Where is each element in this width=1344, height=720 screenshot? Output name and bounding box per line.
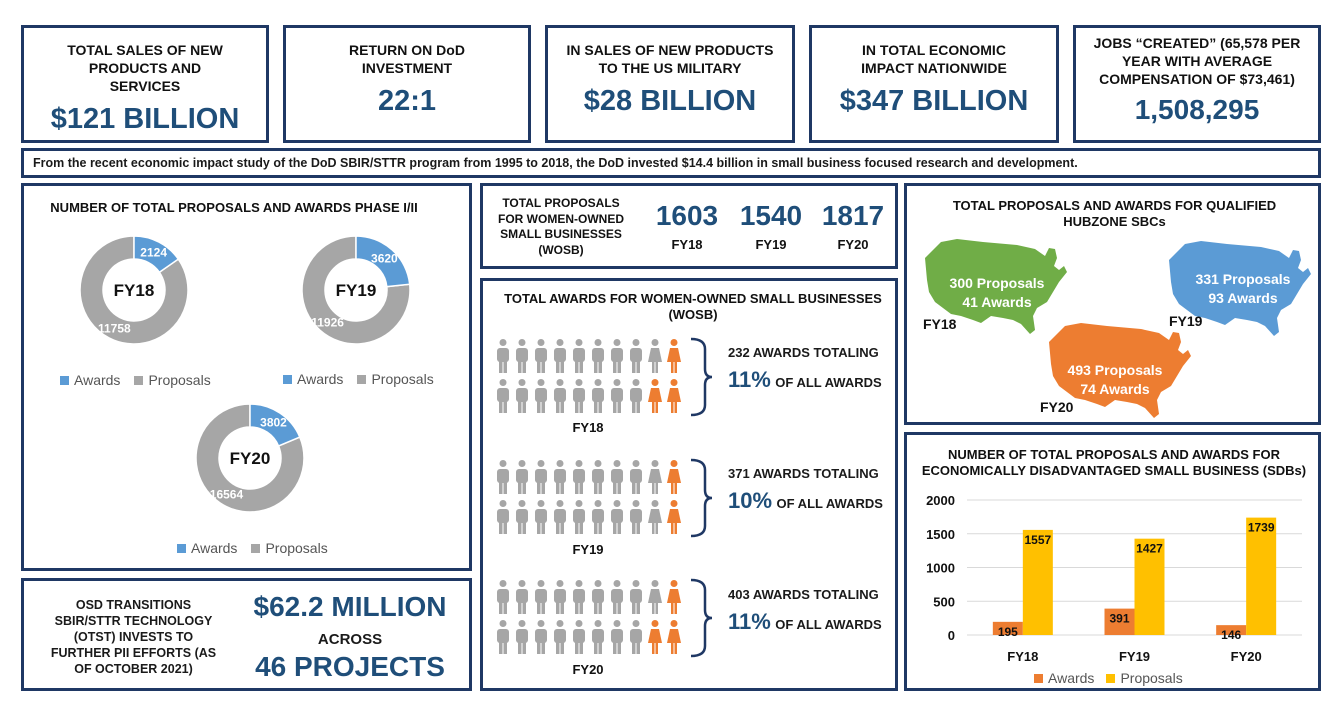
bar-data-label: 195 — [997, 624, 1018, 639]
donut-label-proposals: 11758 — [97, 321, 131, 336]
wosb-awards-title: TOTAL AWARDS FOR WOMEN-OWNED SMALL BUSINESSES (WOSB) — [504, 291, 882, 322]
stat-label: TOTAL SALES OF NEW PRODUCTS AND SERVICES — [67, 42, 223, 94]
stat-box-economic-impact — [809, 25, 1059, 143]
sdb-legend — [1034, 670, 1183, 686]
otst-across: ACROSS — [317, 631, 383, 648]
y-tick-label: 1500 — [926, 526, 955, 542]
person-icon — [611, 460, 623, 494]
person-icon — [573, 339, 585, 373]
woman-icon — [667, 339, 681, 373]
woman-icon — [667, 460, 681, 494]
person-icon — [554, 620, 566, 654]
stat-label: IN TOTAL ECONOMIC IMPACT NATIONWIDE — [861, 42, 1007, 76]
person-icon — [592, 580, 604, 614]
stat-value: $347 BILLION — [839, 85, 1029, 117]
hubzone-title: TOTAL PROPOSALS AND AWARDS FOR QUALIFIED HUBZONE SBCs — [952, 198, 1277, 229]
person-icon — [535, 339, 547, 373]
person-icon — [535, 460, 547, 494]
woman-icon — [648, 460, 662, 494]
proposals-swatch — [251, 544, 260, 553]
wosb-awards-line: 371 AWARDS TOTALING — [728, 466, 879, 481]
person-icon — [497, 620, 509, 654]
person-icon — [592, 620, 604, 654]
awards-swatch — [60, 376, 69, 385]
y-tick-label: 2000 — [926, 493, 955, 508]
awards-swatch — [1034, 674, 1043, 683]
wosb-awards-pct-row — [728, 367, 882, 393]
person-icon — [535, 500, 547, 534]
woman-icon — [648, 580, 662, 614]
hubzone-year: FY20 — [1040, 399, 1074, 415]
proposals-swatch — [1106, 674, 1115, 683]
wosb-awards-panel — [480, 278, 898, 691]
legend-awards: Awards — [297, 371, 344, 387]
person-icon — [630, 500, 642, 534]
legend-awards: Awards — [191, 540, 238, 556]
wosb-awards-line: 232 AWARDS TOTALING — [728, 345, 879, 360]
person-icon — [497, 339, 509, 373]
stat-value: $121 BILLION — [50, 103, 240, 135]
bar-data-label: 146 — [1221, 628, 1242, 643]
donut-legend-fy18 — [60, 372, 211, 388]
person-icon — [516, 580, 528, 614]
person-icon — [554, 500, 566, 534]
person-icon — [573, 460, 585, 494]
study-banner — [21, 148, 1321, 178]
otst-label: OSD TRANSITIONS SBIR/STTR TECHNOLOGY (OTST) INVESTS TO FURTHER PII EFFORTS (AS OF OCTOBER 2021) — [50, 598, 217, 676]
hubzone-awards: 93 Awards — [1208, 290, 1278, 306]
wosb-proposals-panel — [480, 183, 898, 269]
wosb-value-fy19: 1540 — [739, 200, 803, 231]
stat-box-military-sales — [545, 25, 795, 143]
wosb-year-fy20: FY20 — [837, 237, 869, 252]
wosb-year-fy18: FY18 — [671, 237, 703, 252]
person-icon — [516, 460, 528, 494]
wosb-awards-pct-row — [728, 609, 882, 635]
person-icon — [630, 379, 642, 413]
person-icon — [554, 460, 566, 494]
woman-icon — [648, 339, 662, 373]
person-icon — [611, 580, 623, 614]
woman-icon — [648, 620, 662, 654]
person-icon — [630, 339, 642, 373]
proposals-awards-donut-panel — [21, 183, 472, 571]
person-icon — [497, 460, 509, 494]
x-tick-label: FY18 — [1007, 649, 1039, 664]
person-icon — [630, 460, 642, 494]
y-tick-label: 0 — [947, 628, 955, 643]
person-icon — [573, 620, 585, 654]
brace — [691, 339, 712, 415]
hubzone-proposals: 331 Proposals — [1195, 271, 1291, 287]
person-icon — [497, 500, 509, 534]
hubzone-panel — [904, 183, 1321, 425]
stat-label: RETURN ON DoD INVESTMENT — [349, 42, 465, 76]
awards-swatch — [283, 375, 292, 384]
wosb-value-fy20: 1817 — [821, 200, 885, 231]
y-tick-label: 500 — [933, 594, 955, 610]
person-icon — [592, 460, 604, 494]
wosb-awards-suffix: OF ALL AWARDS — [775, 617, 882, 632]
person-icon — [554, 379, 566, 413]
person-icon — [516, 500, 528, 534]
person-icon — [535, 620, 547, 654]
wosb-awards-suffix: OF ALL AWARDS — [775, 375, 882, 390]
hubzone-awards: 41 Awards — [962, 294, 1032, 310]
banner-text: From the recent economic impact study of the DoD SBIR/STTR program from 1995 to 2018, the DoD invested $14.4 billion in small business focused research and development. — [33, 156, 1078, 170]
bar-data-label: 1739 — [1247, 520, 1275, 535]
otst-amount: $62.2 MILLION — [253, 591, 447, 622]
legend-proposals: Proposals — [148, 372, 211, 388]
donut-center-label: FY20 — [229, 449, 271, 468]
woman-icon — [667, 580, 681, 614]
panel-title: NUMBER OF TOTAL PROPOSALS AND AWARDS PHASE I/II — [50, 200, 418, 215]
legend-proposals: Proposals — [371, 371, 434, 387]
wosb-awards-line: 403 AWARDS TOTALING — [728, 587, 879, 602]
hubzone-year: FY19 — [1169, 313, 1203, 329]
person-icon — [592, 379, 604, 413]
person-icon — [573, 379, 585, 413]
person-icon — [516, 339, 528, 373]
donut-label-proposals: 11926 — [311, 315, 344, 330]
hubzone-awards: 74 Awards — [1080, 381, 1150, 397]
wosb-awards-pct-row — [728, 488, 883, 514]
woman-icon — [648, 500, 662, 534]
person-icon — [592, 339, 604, 373]
donut-label-proposals: 16564 — [209, 487, 244, 502]
wosb-awards-suffix: OF ALL AWARDS — [776, 496, 883, 511]
proposals-swatch — [357, 375, 366, 384]
bar-data-label: 1557 — [1024, 532, 1052, 547]
otst-projects: 46 PROJECTS — [255, 651, 445, 682]
bar-data-label: 391 — [1109, 611, 1130, 626]
stat-value: $28 BILLION — [583, 85, 757, 117]
stat-box-roi — [283, 25, 531, 143]
stat-box-jobs — [1073, 25, 1321, 143]
person-icon — [611, 620, 623, 654]
person-icon — [611, 339, 623, 373]
person-icon — [535, 379, 547, 413]
y-tick-label: 1000 — [926, 560, 955, 576]
legend-awards: Awards — [1048, 670, 1095, 686]
woman-icon — [667, 620, 681, 654]
wosb-awards-year: FY19 — [572, 542, 604, 557]
stat-value: 1,508,295 — [1134, 94, 1260, 125]
sdb-bar-chart — [907, 435, 1318, 688]
bar-proposals — [1246, 518, 1276, 635]
person-icon — [573, 580, 585, 614]
person-icon — [630, 620, 642, 654]
person-icon — [516, 620, 528, 654]
donut-label-awards: 2124 — [140, 245, 168, 260]
wosb-awards-pct: 11% — [728, 367, 771, 392]
person-icon — [497, 379, 509, 413]
hubzone-year: FY18 — [923, 316, 957, 332]
person-icon — [516, 379, 528, 413]
donut-label-awards: 3620 — [371, 251, 398, 266]
wosb-proposals-title: TOTAL PROPOSALS FOR WOMEN-OWNED SMALL BUSINESSES (WOSB) — [498, 196, 624, 257]
legend-proposals: Proposals — [1120, 670, 1183, 686]
person-icon — [592, 500, 604, 534]
brace — [691, 580, 712, 656]
stat-value: 22:1 — [377, 85, 437, 117]
wosb-awards-pct: 10% — [728, 488, 773, 513]
person-icon — [554, 580, 566, 614]
woman-icon — [667, 500, 681, 534]
sdb-title: NUMBER OF TOTAL PROPOSALS AND AWARDS FOR ECONOMICALLY DISADVANTAGED SMALL BUSINESS (SDBs) — [921, 447, 1307, 478]
wosb-awards-year: FY18 — [572, 420, 604, 435]
wosb-year-fy19: FY19 — [755, 237, 787, 252]
person-icon — [630, 580, 642, 614]
donut-label-awards: 3802 — [260, 415, 287, 430]
x-tick-label: FY19 — [1118, 649, 1151, 664]
awards-swatch — [177, 544, 186, 553]
hubzone-proposals: 300 Proposals — [949, 275, 1045, 291]
donut-center-label: FY19 — [335, 281, 377, 300]
donut-center-label: FY18 — [113, 281, 155, 300]
x-tick-label: FY20 — [1230, 649, 1262, 664]
proposals-swatch — [134, 376, 143, 385]
stat-box-sales — [21, 25, 269, 143]
woman-icon — [648, 379, 662, 413]
hubzone-proposals: 493 Proposals — [1067, 362, 1163, 378]
brace — [691, 460, 712, 536]
person-icon — [497, 580, 509, 614]
legend-proposals: Proposals — [265, 540, 328, 556]
person-icon — [611, 379, 623, 413]
otst-panel — [21, 578, 472, 691]
wosb-value-fy18: 1603 — [655, 200, 719, 231]
person-icon — [554, 339, 566, 373]
bar-data-label: 1427 — [1136, 541, 1163, 556]
donut-legend-fy19 — [283, 371, 434, 387]
sdb-chart-panel — [904, 432, 1321, 691]
woman-icon — [667, 379, 681, 413]
stat-label: IN SALES OF NEW PRODUCTS TO THE US MILITARY — [566, 42, 774, 76]
wosb-awards-year: FY20 — [572, 662, 604, 677]
wosb-awards-pct: 11% — [728, 609, 771, 634]
donut-legend-fy20 — [177, 540, 328, 556]
person-icon — [573, 500, 585, 534]
stat-label: JOBS “CREATED” (65,578 PER YEAR WITH AVERAGE COMPENSATION OF $73,461) — [1093, 35, 1301, 87]
person-icon — [535, 580, 547, 614]
person-icon — [611, 500, 623, 534]
legend-awards: Awards — [74, 372, 121, 388]
